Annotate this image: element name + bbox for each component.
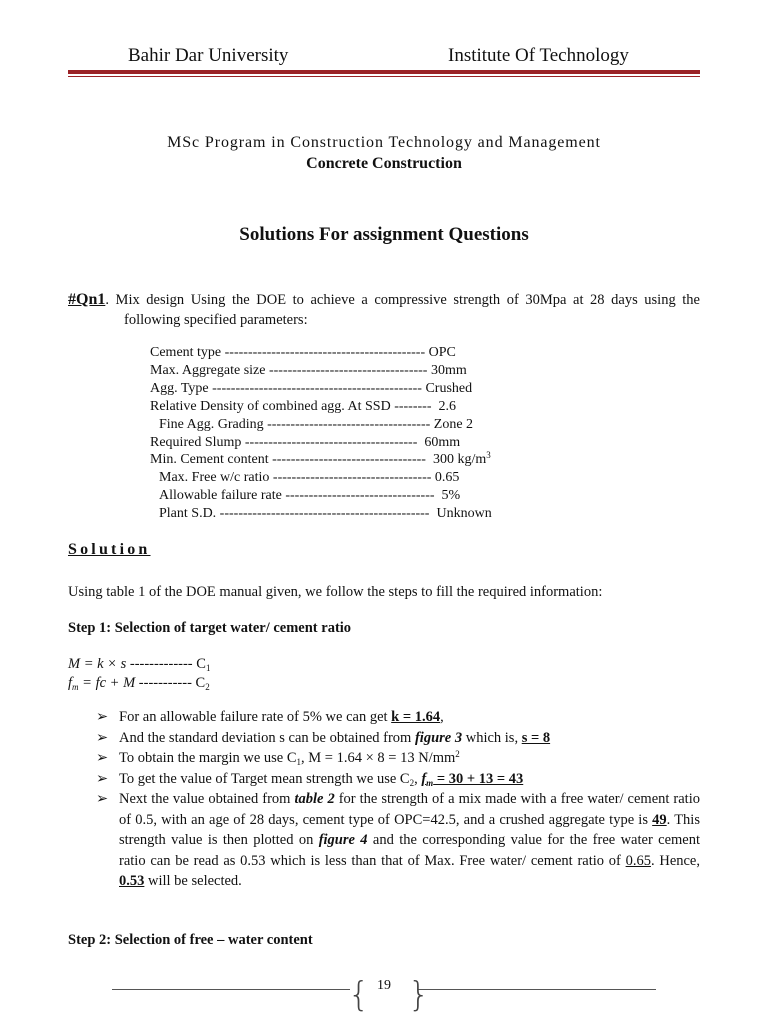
arrow-icon: ➢ — [96, 729, 109, 746]
param-item: Allowable failure rate -------------------------------- 5% — [159, 488, 461, 504]
param-item: Fine Agg. Grading ----------------------------------- Zone 2 — [159, 416, 474, 432]
step-2-heading: Step 2: Selection of free – water content — [68, 932, 313, 948]
header-university: Bahir Dar University — [128, 45, 289, 66]
question-text: . Mix design Using the DOE to achieve a compressive strength of 30Mpa at 28 days using the — [105, 292, 700, 308]
footer-line-left — [112, 989, 350, 990]
question-line-2: following specified parameters: — [124, 312, 308, 328]
header-rule-thick — [68, 70, 700, 74]
arrow-icon: ➢ — [96, 750, 109, 766]
bullet-free-wc-ratio: ➢ Next the value obtained from table 2 for the strength of a mix made with a free water/ cement ratio of 0.5, with an age of 28 days, cement type of OPC=42.5, and a crushed aggregate type is 49. This strength value is then plotted on figure 4 and the corresponding value for the free water cement ratio can be read as 0.53 which is less than that of Max. Free water/ cement ratio of 0.65. Hence, 0.53 will be selected. — [96, 791, 700, 889]
question-label: #Qn1 — [68, 291, 106, 308]
bullet-std-deviation: ➢ And the standard deviation s can be obtained from figure 3 which is, s = 8 — [96, 728, 700, 749]
step-1-heading: Step 1: Selection of target water/ cement ratio — [68, 620, 352, 636]
param-item: Required Slump ------------------------------------- 60mm — [150, 434, 461, 450]
param-item: Plant S.D. --------------------------------------------- Unknown — [159, 506, 492, 522]
equation-c2: $f_m$ = fc + M ----------- $C_2$ — [68, 675, 210, 692]
header-rule-thin — [68, 76, 700, 77]
param-item: Agg. Type --------------------------------------------- Crushed — [150, 380, 473, 396]
solution-heading: Solution — [68, 541, 151, 558]
arrow-icon: ➢ — [96, 709, 109, 725]
param-item: Cement type ------------------------------------------- OPC — [150, 345, 456, 360]
arrow-icon: ➢ — [96, 770, 109, 787]
page-number: 19 — [377, 978, 391, 993]
bullet-target-mean: ➢ To get the value of Target mean strength we use $C_2$, $f_m = 30 + 13 = 43$ — [96, 770, 524, 788]
question-line-1 — [68, 290, 700, 310]
parameter-list — [150, 344, 492, 523]
param-item: Max. Free w/c ratio ---------------------------------- 0.65 — [159, 470, 460, 486]
course-name: Concrete Construction — [306, 155, 462, 172]
footer-right-brace: } — [408, 975, 430, 1015]
bullet-margin: ➢ To obtain the margin we use $C_1$, M = 1.64 × 8 = 13 $N/mm^2$ — [96, 749, 460, 767]
equation-c1: M = k × s ------------- $C_1$ — [68, 656, 211, 673]
footer-line-right — [418, 989, 656, 990]
footer-left-brace: { — [348, 975, 370, 1015]
bullet-list — [96, 707, 700, 892]
arrow-icon: ➢ — [96, 791, 109, 807]
program-name: MSc Program in Construction Technology and Management — [167, 134, 601, 151]
param-item: Relative Density of combined agg. At SSD -------- 2.6 — [150, 398, 456, 414]
param-item: Max. Aggregate size ---------------------------------- 30mm — [150, 362, 467, 378]
solution-intro: Using table 1 of the DOE manual given, we follow the steps to fill the required information: — [68, 584, 603, 600]
page-title: Solutions For assignment Questions — [239, 224, 529, 245]
bullet-failure-rate: ➢ For an allowable failure rate of 5% we can get k = 1.64, — [96, 707, 700, 728]
header-institute: Institute Of Technology — [448, 45, 629, 66]
param-item-cement: Min. Cement content --------------------------------- 300 $kg/m^3$ — [150, 450, 491, 468]
